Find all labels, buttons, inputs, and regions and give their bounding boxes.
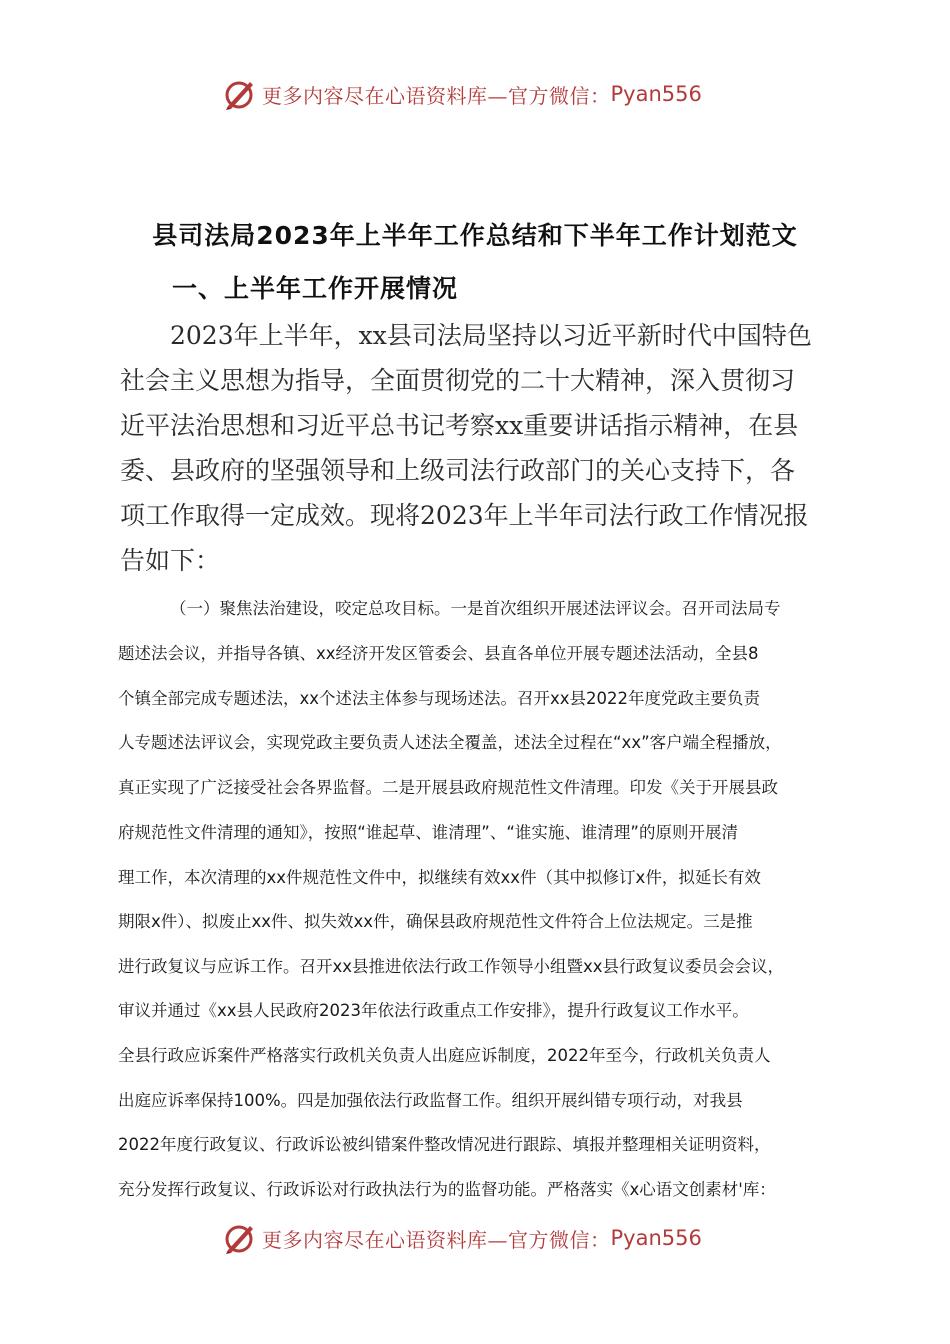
body-line: 真正实现了广泛接受社会各界监督。二是开展县政府规范性文件清理。印发《关于开展县政	[118, 778, 778, 797]
body-line: 人专题述法评议会，实现党政主要负责人述法全覆盖，述法全过程在“xx”客户端全程播放，	[118, 733, 782, 752]
intro-line: 2023年上半年，xx县司法局坚持以习近平新时代中国特色	[170, 321, 812, 350]
body-line: 个镇全部完成专题述法，xx个述法主体参与现场述法。召开xx县2022年度党政主要负责	[118, 689, 761, 708]
body-line: 进行政复议与应诉工作。召开xx县推进依法行政工作领导小组暨xx县行政复议委员会会议，	[118, 957, 785, 976]
intro-line: 社会主义思想为指导，全面贯彻党的二十大精神，深入贯彻习	[120, 366, 796, 395]
body-line: 2022年度行政复议、行政诉讼被纠错案件整改情况进行跟踪、填报并整理相关证明资料，	[118, 1135, 771, 1154]
body-line: 审议并通过《xx县人民政府2023年依法行政重点工作安排》，提升行政复议工作水平。	[118, 1001, 749, 1020]
footer-watermark-banner	[222, 1218, 742, 1258]
pen-logo-icon	[222, 76, 258, 112]
banner-text: 更多内容尽在心语资料库—官方微信：	[262, 1227, 611, 1252]
intro-line: 项工作取得一定成效。现将2023年上半年司法行政工作情况报	[120, 501, 809, 530]
banner-wechat-id: Pyan556	[610, 82, 702, 106]
intro-line: 告如下：	[120, 546, 221, 575]
pen-logo-icon	[222, 1220, 258, 1256]
body-line: 出庭应诉率保持100%。四是加强依法行政监督工作。组织开展纠错专项行动，对我县	[118, 1091, 743, 1110]
body-line: 理工作，本次清理的xx件规范性文件中，拟继续有效xx件（其中拟修订x件，拟延长有效	[118, 868, 761, 887]
header-watermark-banner	[222, 74, 742, 114]
section-heading: 一、上半年工作开展情况	[172, 274, 459, 303]
intro-line: 近平法治思想和习近平总书记考察xx重要讲话指示精神，在县	[120, 411, 799, 440]
body-line: （一）聚焦法治建设，咬定总攻目标。一是首次组织开展述法评议会。召开司法局专	[170, 599, 781, 618]
body-line: 府规范性文件清理的通知》，按照“谁起草、谁清理”、“谁实施、谁清理”的原则开展清	[118, 823, 738, 842]
banner-wechat-id: Pyan556	[610, 1226, 702, 1250]
body-line: 充分发挥行政复议、行政诉讼对行政执法行为的监督功能。严格落实《x心语文创素材'库：	[118, 1180, 776, 1199]
body-line: 期限x件）、拟废止xx件、拟失效xx件，确保县政府规范性文件符合上位法规定。三是推	[118, 912, 753, 931]
document-title: 县司法局2023年上半年工作总结和下半年工作计划范文	[152, 221, 798, 250]
banner-text: 更多内容尽在心语资料库—官方微信：	[262, 83, 611, 108]
intro-line: 委、县政府的坚强领导和上级司法行政部门的关心支持下，各	[120, 456, 796, 485]
body-line: 全县行政应诉案件严格落实行政机关负责人出庭应诉制度，2022年至今，行政机关负责人	[118, 1046, 771, 1065]
body-line: 题述法会议，并指导各镇、xx经济开发区管委会、县直各单位开展专题述法活动，全县8	[118, 644, 759, 663]
